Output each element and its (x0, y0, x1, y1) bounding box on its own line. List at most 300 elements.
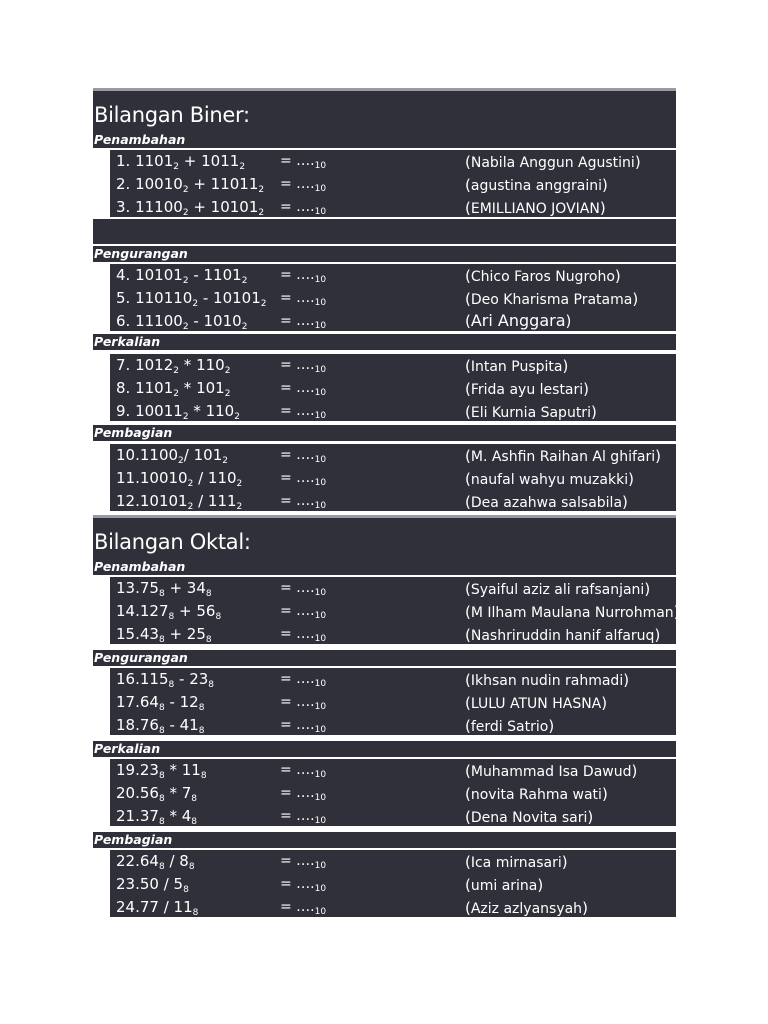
student-name-text: Aziz azlyansyah (470, 901, 583, 917)
problem-expression (116, 492, 242, 510)
problem-row (110, 806, 676, 829)
problem-row (110, 468, 676, 491)
problem-list (93, 353, 676, 422)
operand-b: 10101 (213, 289, 261, 307)
operand-b-base: 2 (239, 162, 246, 172)
operand-b-base: 8 (188, 862, 195, 872)
paren-open: ( (465, 762, 471, 780)
operand-a: 50 (139, 875, 159, 893)
operator: - (188, 312, 204, 330)
operand-a: 10101 (135, 266, 183, 284)
problem-row (110, 401, 676, 424)
problem-row (110, 378, 676, 401)
problem-number: 13. (116, 579, 140, 597)
problem-number: 15. (116, 625, 140, 643)
answer-base: 10 (314, 501, 327, 511)
answer-base: 10 (314, 907, 327, 917)
problem-number: 22. (116, 852, 140, 870)
problem-number: 2. (116, 175, 131, 193)
paren-close: ) (623, 671, 630, 689)
student-name-text: agustina anggraini (470, 178, 602, 194)
answer-dots: = …. (280, 762, 315, 778)
operand-b-base: 8 (191, 794, 198, 804)
operand-a-base: 2 (187, 479, 194, 489)
answer-blank (280, 493, 326, 509)
student-name (465, 899, 588, 917)
answer-blank (280, 199, 326, 215)
answer-base: 10 (314, 679, 327, 689)
student-name (465, 176, 608, 194)
operand-b: 11011 (210, 175, 259, 193)
student-name-text: Chico Faros Nugroho (470, 269, 615, 285)
paren-close: ) (561, 853, 568, 871)
student-name-text: Dena Novita sari (470, 810, 588, 826)
answer-dots: = …. (280, 357, 315, 373)
problem-list-body (110, 759, 676, 826)
answer-dots: = …. (280, 470, 315, 486)
operator: / (193, 469, 208, 487)
student-name-text: naufal wahyu muzakki (470, 472, 629, 488)
operation-label: Pengurangan (94, 246, 188, 261)
problem-expression (116, 670, 214, 688)
paren-close: ) (631, 762, 638, 780)
answer-base: 10 (314, 388, 327, 398)
problem-expression (116, 807, 197, 825)
answer-dots: = …. (280, 808, 315, 824)
problem-expression (116, 898, 198, 916)
problem-expression (116, 579, 212, 597)
operand-b: 34 (186, 579, 206, 597)
student-name (465, 603, 680, 621)
operand-a: 10010 (135, 175, 183, 193)
operand-a-base: 8 (158, 726, 165, 736)
paren-open: ( (465, 603, 471, 621)
problem-number: 4. (116, 266, 131, 284)
operand-b: 1011 (201, 152, 240, 170)
operand-a: 56 (139, 784, 159, 802)
answer-blank (280, 899, 326, 915)
operand-a-base: 2 (182, 412, 189, 422)
operator: * (179, 379, 197, 397)
problem-list (93, 849, 676, 918)
operand-a: 75 (139, 579, 159, 597)
operand-b: 1010 (203, 312, 242, 330)
operand-b-base: 8 (192, 908, 199, 918)
answer-blank (280, 380, 326, 396)
operand-b-base: 8 (191, 817, 198, 827)
operand-a: 1101 (135, 379, 174, 397)
problem-row (110, 715, 676, 738)
student-name (465, 493, 628, 511)
operand-a-base: 2 (182, 208, 189, 218)
problem-row (110, 874, 676, 897)
problem-number: 20. (116, 784, 140, 802)
paren-open: ( (465, 380, 471, 398)
operator: + (174, 602, 197, 620)
student-name (465, 357, 568, 375)
operation-label-band (93, 246, 676, 263)
operand-a: 64 (139, 852, 159, 870)
problem-list (93, 576, 680, 645)
operand-a-base: 2 (178, 456, 184, 466)
paren-open: ( (465, 493, 471, 511)
operand-a-base: 8 (168, 680, 175, 690)
paren-close: ) (562, 357, 569, 375)
operand-b: 10101 (210, 198, 259, 216)
paren-close: ) (644, 580, 651, 598)
operand-a: 10011 (135, 402, 183, 420)
answer-blank (280, 808, 326, 824)
problem-expression (116, 602, 221, 620)
paren-open: ( (465, 853, 471, 871)
operand-b: 101 (193, 446, 223, 464)
problem-row (110, 692, 676, 715)
paren-open: ( (465, 357, 471, 375)
answer-blank (280, 357, 326, 373)
problem-row (110, 174, 676, 197)
operand-a-base: 2 (182, 322, 189, 332)
answer-blank (280, 853, 326, 869)
problem-number: 21. (116, 807, 140, 825)
problem-row (110, 897, 676, 920)
answer-blank (280, 694, 326, 710)
answer-blank (280, 785, 326, 801)
paren-open: ( (465, 899, 471, 917)
problem-row (110, 445, 676, 468)
answer-blank (280, 290, 326, 306)
operation-label: Pembagian (94, 425, 173, 440)
operand-a-base: 8 (158, 771, 165, 781)
operator: / (183, 446, 194, 464)
operator: * (188, 402, 206, 420)
answer-base: 10 (314, 702, 327, 712)
operand-b-base: 8 (198, 703, 205, 713)
student-name (465, 853, 568, 871)
problem-expression (116, 852, 195, 870)
operand-b-base: 2 (258, 185, 265, 195)
student-name-text: LULU ATUN HASNA (470, 696, 602, 712)
problem-number: 11. (116, 469, 140, 487)
operator: - (164, 693, 180, 711)
operation-label-band (93, 559, 676, 576)
answer-dots: = …. (280, 785, 315, 801)
answer-base: 10 (314, 770, 327, 780)
operand-b: 41 (179, 716, 199, 734)
student-name-text: novita Rahma wati (470, 787, 602, 803)
problem-row (110, 491, 676, 514)
problem-list-body (110, 150, 676, 217)
operand-b-base: 8 (200, 771, 207, 781)
answer-blank (280, 717, 326, 733)
answer-blank (280, 403, 326, 419)
operand-a: 110110 (135, 289, 193, 307)
operand-a: 1012 (135, 356, 174, 374)
answer-base: 10 (314, 275, 327, 285)
problem-expression (116, 379, 230, 397)
operand-a-base: 8 (158, 862, 165, 872)
problem-number: 9. (116, 402, 131, 420)
problem-row (110, 760, 676, 783)
answer-dots: = …. (280, 176, 315, 192)
answer-dots: = …. (280, 671, 315, 687)
paren-close: ) (628, 470, 634, 488)
answer-blank (280, 671, 326, 687)
problem-list (93, 263, 676, 332)
answer-base: 10 (314, 816, 327, 826)
student-name-text: Ari Anggara (470, 311, 566, 330)
paren-close: ) (632, 290, 639, 308)
paren-open: ( (465, 199, 471, 217)
paren-close: ) (565, 312, 572, 330)
problem-expression (116, 625, 212, 643)
operator: * (164, 807, 182, 825)
answer-base: 10 (314, 793, 327, 803)
operand-a: 115 (139, 670, 169, 688)
problem-expression (116, 266, 247, 284)
paren-open: ( (465, 717, 471, 735)
operand-b-base: 2 (234, 412, 240, 422)
problem-expression (116, 312, 247, 330)
problem-number: 3. (116, 198, 131, 216)
paren-open: ( (465, 176, 471, 194)
student-name (465, 153, 641, 171)
answer-base: 10 (314, 588, 327, 598)
paren-open: ( (465, 470, 471, 488)
paren-close: ) (590, 403, 597, 421)
operand-b: 101 (196, 379, 225, 397)
student-name-text: EMILLIANO JOVIAN (470, 201, 600, 217)
problem-row (110, 265, 676, 288)
student-name-text: Intan Puspita (470, 359, 563, 375)
operator: / (158, 898, 174, 916)
problem-row (110, 311, 676, 334)
paren-close: ) (673, 603, 680, 621)
student-name-text: M Ilham Maulana Nurrohman (470, 605, 674, 621)
operand-b: 110 (207, 469, 237, 487)
problem-list-body (110, 577, 680, 645)
operand-a: 76 (139, 716, 159, 734)
operator: + (188, 175, 211, 193)
operand-b-base: 8 (205, 635, 212, 645)
answer-base: 10 (314, 478, 327, 488)
operand-b: 12 (179, 693, 199, 711)
problem-row (110, 851, 676, 874)
problem-expression (116, 152, 245, 170)
paren-open: ( (465, 808, 471, 826)
operand-b-base: 2 (224, 389, 231, 399)
paren-open: ( (465, 403, 471, 421)
problem-number: 5. (116, 289, 131, 307)
operand-a-base: 2 (173, 162, 180, 172)
problem-list-body (110, 354, 676, 421)
problem-number: 23. (116, 875, 140, 893)
student-name (465, 311, 571, 330)
student-name-text: M. Ashfin Raihan Al ghifari (470, 449, 656, 465)
answer-base: 10 (314, 611, 327, 621)
operand-b-base: 2 (260, 299, 267, 309)
problem-row (110, 783, 676, 806)
operand-a: 43 (139, 625, 159, 643)
operand-b: 11 (173, 898, 193, 916)
problem-expression (116, 693, 204, 711)
operand-a-base: 2 (173, 366, 180, 376)
operand-a: 64 (139, 693, 159, 711)
operand-b-base: 2 (222, 456, 228, 466)
operand-a: 1101 (135, 152, 174, 170)
operand-a-base: 8 (168, 612, 175, 622)
operand-b-base: 8 (208, 680, 215, 690)
operand-a-base: 2 (187, 502, 194, 512)
paren-close: ) (614, 267, 621, 285)
operand-b-base: 2 (224, 366, 231, 376)
problem-expression (116, 175, 264, 193)
problem-list-body (110, 850, 676, 917)
problem-row (110, 288, 676, 311)
student-name (465, 671, 629, 689)
operand-a: 1100 (139, 446, 179, 464)
answer-dots: = …. (280, 380, 315, 396)
student-name (465, 876, 543, 894)
operand-b: 1101 (203, 266, 242, 284)
student-name (465, 403, 597, 421)
operand-b-base: 8 (183, 885, 189, 895)
problem-expression (116, 716, 204, 734)
operand-b: 110 (205, 402, 235, 420)
answer-base: 10 (314, 455, 327, 465)
problem-list (93, 758, 676, 827)
operator: + (164, 579, 187, 597)
problem-expression (116, 875, 189, 893)
operand-b-base: 8 (215, 612, 222, 622)
operand-b: 110 (196, 356, 225, 374)
answer-blank (280, 447, 326, 463)
problem-number: 8. (116, 379, 131, 397)
answer-base: 10 (314, 321, 327, 331)
operand-a-base: 8 (158, 703, 165, 713)
paren-close: ) (548, 717, 555, 735)
answer-blank (280, 176, 326, 192)
operand-a: 10010 (139, 469, 188, 487)
operand-b: 11 (181, 761, 201, 779)
answer-dots: = …. (280, 580, 315, 596)
paren-close: ) (537, 876, 544, 894)
operand-b: 7 (181, 784, 192, 802)
operation-label: Penambahan (94, 132, 186, 147)
problem-number: 14. (116, 602, 140, 620)
problem-row (110, 624, 676, 647)
student-name (465, 762, 637, 780)
paren-close: ) (582, 899, 588, 917)
paren-close: ) (622, 493, 628, 511)
operation-label: Perkalian (94, 741, 161, 756)
operator: * (179, 356, 197, 374)
operation-label: Perkalian (94, 334, 161, 349)
paren-open: ( (465, 312, 471, 330)
paren-open: ( (465, 671, 471, 689)
operator: - (188, 266, 204, 284)
operand-a: 37 (139, 807, 159, 825)
operand-b-base: 2 (236, 502, 243, 512)
paren-close: ) (601, 694, 608, 712)
operator: + (179, 152, 202, 170)
problem-row (110, 578, 676, 601)
answer-base: 10 (314, 161, 327, 171)
student-name-text: Dea azahwa salsabila (470, 495, 623, 511)
student-name (465, 447, 661, 465)
operand-a: 127 (139, 602, 169, 620)
answer-dots: = …. (280, 267, 315, 283)
problem-number: 16. (116, 670, 140, 688)
paren-open: ( (465, 580, 471, 598)
answer-base: 10 (314, 298, 327, 308)
answer-dots: = …. (280, 717, 315, 733)
paren-close: ) (634, 153, 641, 171)
student-name-text: Muhammad Isa Dawud (470, 764, 632, 780)
problem-row (110, 197, 676, 220)
student-name-text: Nabila Anggun Agustini (470, 155, 635, 171)
answer-dots: = …. (280, 626, 315, 642)
problem-list-body (110, 264, 676, 331)
problem-expression (116, 289, 267, 307)
operator: / (158, 875, 174, 893)
paren-open: ( (465, 447, 471, 465)
operator: - (198, 289, 214, 307)
answer-base: 10 (314, 207, 327, 217)
operation-label-band (93, 334, 676, 351)
answer-dots: = …. (280, 493, 315, 509)
answer-blank (280, 267, 326, 283)
paren-open: ( (465, 694, 471, 712)
answer-blank (280, 762, 326, 778)
paren-close: ) (587, 808, 594, 826)
paren-open: ( (465, 876, 471, 894)
operand-b: 8 (179, 852, 189, 870)
answer-base: 10 (314, 184, 327, 194)
answer-dots: = …. (280, 313, 315, 329)
paren-open: ( (465, 267, 471, 285)
operand-a-base: 8 (158, 589, 165, 599)
student-name (465, 626, 660, 644)
operator: * (164, 784, 182, 802)
student-name-text: Ikhsan nudin rahmadi (470, 673, 624, 689)
answer-dots: = …. (280, 694, 315, 710)
operand-b: 4 (181, 807, 192, 825)
problem-expression (116, 469, 242, 487)
operand-a-base: 8 (158, 817, 165, 827)
operand-a: 23 (139, 761, 159, 779)
paren-close: ) (655, 447, 661, 465)
section-title: Bilangan Oktal: (94, 530, 251, 554)
student-name-text: Syaiful aziz ali rafsanjani (470, 582, 645, 598)
operator: * (164, 761, 182, 779)
operand-a-base: 2 (173, 389, 180, 399)
operand-a-base: 2 (192, 299, 199, 309)
answer-base: 10 (314, 725, 327, 735)
student-name (465, 199, 606, 217)
operand-b: 25 (186, 625, 206, 643)
answer-dots: = …. (280, 290, 315, 306)
student-name (465, 290, 638, 308)
student-name-text: Ica mirnasari (470, 855, 562, 871)
answer-dots: = …. (280, 199, 315, 215)
operator: / (193, 492, 208, 510)
problem-list (93, 149, 676, 218)
operation-label-band (93, 650, 676, 667)
problem-row (110, 355, 676, 378)
answer-base: 10 (314, 861, 327, 871)
problem-list (93, 667, 676, 736)
problem-expression (116, 761, 207, 779)
